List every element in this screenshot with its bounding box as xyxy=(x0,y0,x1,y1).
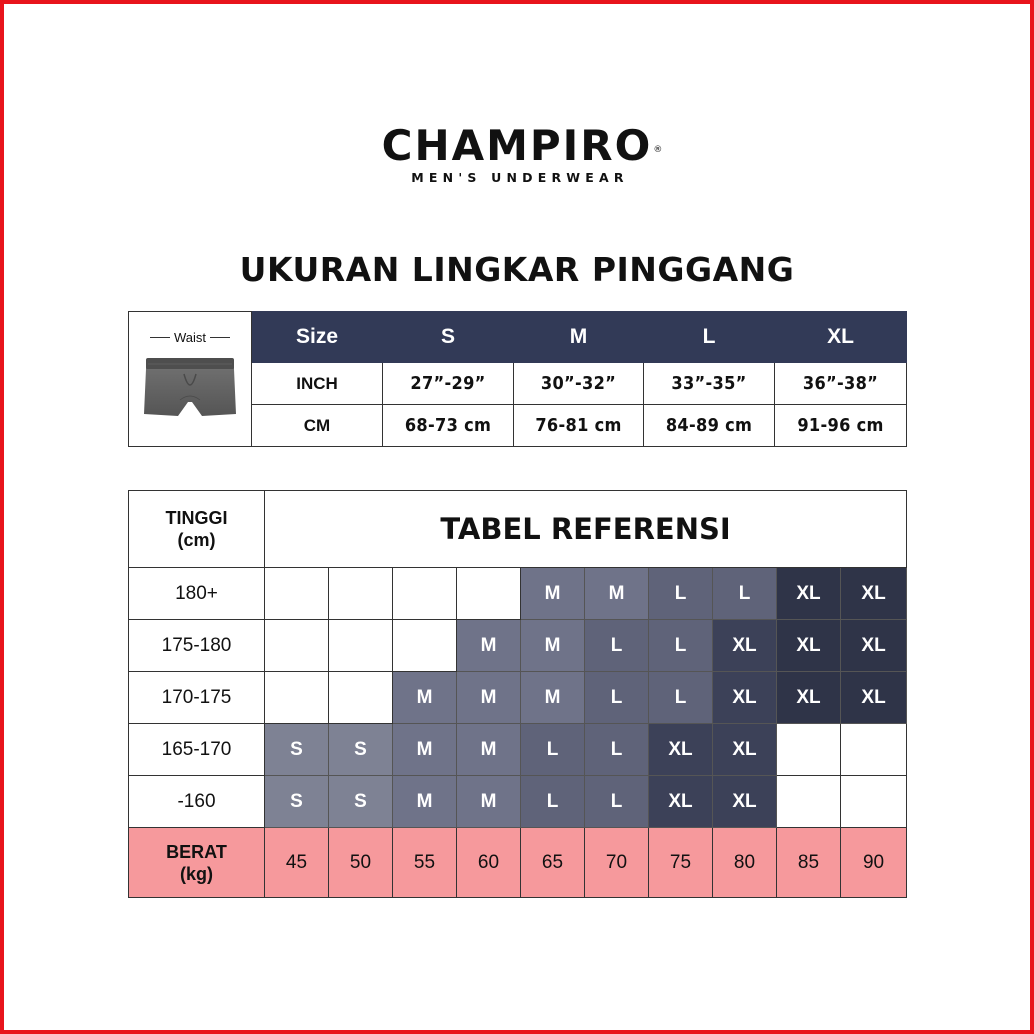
reference-table-body xyxy=(129,568,907,828)
size-cell: M xyxy=(457,776,521,828)
size-cell: M xyxy=(585,568,649,620)
height-label: 175-180 xyxy=(129,620,265,672)
waist-size-table xyxy=(128,311,907,447)
inch-value-m: 30”-32” xyxy=(514,363,644,405)
size-cell: XL xyxy=(649,724,713,776)
weight-value: 70 xyxy=(585,828,649,898)
size-col-xl: XL xyxy=(775,312,907,363)
waist-line-left xyxy=(150,337,170,338)
size-cell: XL xyxy=(777,672,841,724)
weight-value: 90 xyxy=(841,828,907,898)
boxer-brief-image xyxy=(140,352,240,432)
size-cell: L xyxy=(585,724,649,776)
empty-cell xyxy=(841,724,907,776)
size-cell: L xyxy=(585,776,649,828)
empty-cell xyxy=(393,568,457,620)
size-cell: L xyxy=(521,724,585,776)
weight-value: 55 xyxy=(393,828,457,898)
size-cell: M xyxy=(521,672,585,724)
cm-value-l: 84-89 cm xyxy=(644,405,775,447)
empty-cell xyxy=(265,620,329,672)
weight-value: 75 xyxy=(649,828,713,898)
size-cell: XL xyxy=(841,568,907,620)
size-cell: XL xyxy=(777,568,841,620)
weight-value: 45 xyxy=(265,828,329,898)
size-cell: L xyxy=(585,620,649,672)
size-cell: L xyxy=(649,568,713,620)
height-header-line2: (cm) xyxy=(177,530,216,550)
size-cell: XL xyxy=(713,672,777,724)
weight-value: 50 xyxy=(329,828,393,898)
underwear-image-cell xyxy=(129,312,252,447)
size-cell: M xyxy=(457,672,521,724)
empty-cell xyxy=(329,672,393,724)
height-label: 170-175 xyxy=(129,672,265,724)
cm-value-xl: 91-96 cm xyxy=(775,405,907,447)
size-header: Size xyxy=(252,312,383,363)
weight-row xyxy=(129,828,907,898)
cm-value-s: 68-73 cm xyxy=(383,405,514,447)
empty-cell xyxy=(841,776,907,828)
empty-cell xyxy=(329,620,393,672)
size-cell: S xyxy=(329,776,393,828)
size-cell: M xyxy=(393,724,457,776)
empty-cell xyxy=(265,568,329,620)
empty-cell xyxy=(777,724,841,776)
size-cell: M xyxy=(393,672,457,724)
weight-header xyxy=(129,828,265,898)
size-cell: L xyxy=(713,568,777,620)
weight-value: 60 xyxy=(457,828,521,898)
size-cell: M xyxy=(521,620,585,672)
inch-value-s: 27”-29” xyxy=(383,363,514,405)
size-cell: L xyxy=(585,672,649,724)
weight-value: 80 xyxy=(713,828,777,898)
inch-value-l: 33”-35” xyxy=(644,363,775,405)
size-cell: XL xyxy=(713,776,777,828)
page-title: UKURAN LINGKAR PINGGANG xyxy=(239,250,795,289)
size-cell: M xyxy=(393,776,457,828)
brand-name: CHAMPIRO ® xyxy=(382,122,653,170)
size-cell: XL xyxy=(713,620,777,672)
inch-value-xl: 36”-38” xyxy=(775,363,907,405)
reference-table-title: TABEL REFERENSI xyxy=(265,491,907,568)
brand-tagline: MEN'S UNDERWEAR xyxy=(411,170,629,185)
height-row xyxy=(129,568,907,620)
size-col-s: S xyxy=(383,312,514,363)
size-cell: S xyxy=(265,724,329,776)
empty-cell xyxy=(265,672,329,724)
size-cell: M xyxy=(521,568,585,620)
size-cell: L xyxy=(649,672,713,724)
height-label: -160 xyxy=(129,776,265,828)
waist-line-right xyxy=(210,337,230,338)
height-row xyxy=(129,672,907,724)
cm-label: CM xyxy=(252,405,383,447)
registered-mark: ® xyxy=(653,145,663,155)
size-cell: M xyxy=(457,620,521,672)
height-label: 180+ xyxy=(129,568,265,620)
cm-value-m: 76-81 cm xyxy=(514,405,644,447)
size-col-l: L xyxy=(644,312,775,363)
empty-cell xyxy=(777,776,841,828)
waist-indicator xyxy=(129,330,251,345)
empty-cell xyxy=(457,568,521,620)
waist-label: Waist xyxy=(173,330,207,345)
size-cell: S xyxy=(329,724,393,776)
size-cell: S xyxy=(265,776,329,828)
size-cell: XL xyxy=(777,620,841,672)
empty-cell xyxy=(329,568,393,620)
brand-logo xyxy=(0,122,1034,186)
height-row xyxy=(129,620,907,672)
size-cell: XL xyxy=(841,620,907,672)
height-row xyxy=(129,724,907,776)
size-cell: L xyxy=(521,776,585,828)
empty-cell xyxy=(393,620,457,672)
height-header xyxy=(129,491,265,568)
weight-value: 65 xyxy=(521,828,585,898)
height-row xyxy=(129,776,907,828)
height-header-line1: TINGGI xyxy=(165,508,228,528)
size-cell: M xyxy=(457,724,521,776)
height-label: 165-170 xyxy=(129,724,265,776)
size-cell: XL xyxy=(713,724,777,776)
size-cell: XL xyxy=(649,776,713,828)
weight-value: 85 xyxy=(777,828,841,898)
size-cell: XL xyxy=(841,672,907,724)
weight-header-line2: (kg) xyxy=(180,863,213,884)
reference-size-table xyxy=(128,490,907,898)
weight-header-line1: BERAT xyxy=(166,841,227,862)
size-col-m: M xyxy=(514,312,644,363)
size-cell: L xyxy=(649,620,713,672)
inch-label: INCH xyxy=(252,363,383,405)
